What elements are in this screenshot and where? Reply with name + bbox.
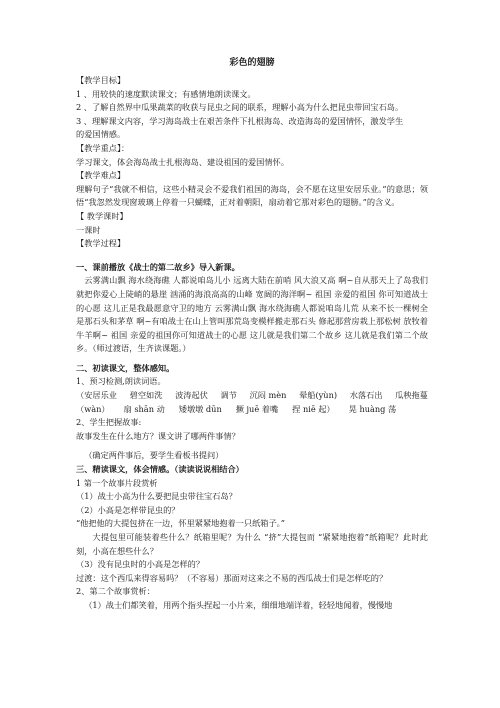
section-3-transition: 过渡：这个西瓜来得容易吗？（不容易）那面对这来之不易的西瓜战士们是怎样吃的？ bbox=[76, 572, 388, 583]
section-2-item-1: 1、预习检测,朗读词语。 bbox=[76, 376, 166, 387]
vocab-word: 矮墩墩 dūn bbox=[178, 403, 222, 414]
vocab-word: 晕船(yùn) bbox=[299, 390, 338, 401]
section-2-question: 故事发生在什么地方？课文讲了哪两件事情？ bbox=[76, 430, 240, 441]
section-2-item-2: 2、学生把握故事: bbox=[76, 417, 142, 428]
section-3-analysis: 大提包里可能装着些什么？纸箱里呢？为什么 “挤”大提包而 “紧紧地抱着”纸箱呢？此时此刻，小高在想些什么？ bbox=[76, 532, 428, 556]
vocab-word: 撅 juē 着嘴 bbox=[235, 403, 279, 414]
vocab-word: 晃 huàng 荡 bbox=[348, 403, 397, 414]
difficulty-header: 【教学难点】 bbox=[76, 170, 126, 181]
section-3-quote: “他把他的大提包挤在一边，怀里紧紧地抱着一只纸箱子。” bbox=[76, 518, 285, 529]
section-3-question-2: （2）小高是怎样带昆虫的？ bbox=[76, 504, 180, 515]
vocab-word: （安居乐业 bbox=[76, 390, 117, 401]
section-2-confirm-note: （确定两件事后，要学生看板书提问） bbox=[84, 450, 224, 461]
document-title: 彩色的翅膀 bbox=[229, 58, 275, 68]
vocabulary-row-2 bbox=[76, 403, 428, 417]
teaching-process-header: 【教学过程】 bbox=[76, 238, 126, 249]
section-1-lyrics: 云雾满山飘 海水绕海礁 人都说咱岛儿小 远离大陆在前哨 风大浪又高 啊~自从那天上了岛我们就把你爱心上陡峭的悬崖 汹涌的海浪高高的山峰 宽阔的海洋啊~ 祖国 亲爱的祖国 你可知道战士的心愿 这儿正是我最愿意守卫的地方 云雾满山飘 海水绕海礁人都说咱岛儿荒 从来不长一棵树全是那石头和茅草 啊~有咱战士在山上管叫那荒岛变模样搬走那石头 修起那营房栽上那松树 放牧着牛羊啊~ 祖国 亲爱的祖国你可知道战士的心愿 这儿就是我们第二个故乡 这儿就是我们第二个故乡。（师过渡语，生齐读课题。） bbox=[76, 275, 428, 354]
vocab-word: 沉闷 mèn bbox=[249, 390, 287, 401]
vocab-word: （wàn） bbox=[76, 403, 110, 414]
section-3-question-1: （1）战士小高为什么要把昆虫带往宝石岛？ bbox=[76, 491, 237, 502]
vocab-word: 捏 niē 起） bbox=[292, 403, 335, 414]
vocab-word: 调节 bbox=[220, 390, 237, 401]
objective-3-line-2: 的爱国情感。 bbox=[76, 129, 126, 140]
section-3-question-3: （3）没有昆虫时的小高是怎样的？ bbox=[76, 559, 205, 570]
section-2-title: 二、初读课文，整体感知。 bbox=[76, 362, 175, 373]
section-3-part-2: 2、第二个故事赏析： bbox=[76, 586, 155, 597]
objective-3-line-1: 3 、理解课文内容，学习海岛战士在艰苦条件下扎根海岛、改造海岛的爱国情怀，激发学生 bbox=[76, 115, 404, 126]
objectives-header: 【教学目标】 bbox=[76, 75, 126, 85]
class-hours-text: 一课时 bbox=[76, 224, 101, 235]
section-3-part-1: 1 第一个故事片段赏析 bbox=[76, 477, 158, 488]
objective-2: 2 、了解自然界中瓜果蔬菜的收获与昆虫之间的联系，理解小高为什么把昆虫带回宝石岛。 bbox=[76, 102, 404, 113]
key-points-header: 【教学重点】： bbox=[76, 142, 130, 153]
difficulty-text: 理解句子“我就不相信，这些小精灵会不爱我们祖国的海岛，会不愿在这里安居乐业。”的意思；领悟“我忽然发现窗玻璃上停着一只蝴蝶，正对着朝阳，扇动着它那对彩色的翅膀。”的含义。 bbox=[76, 183, 428, 208]
section-1-title: 一、课前播放《战士的第二故乡》导入新课。 bbox=[76, 261, 240, 272]
vocabulary-row-1 bbox=[76, 389, 428, 403]
vocab-word: 水落石出 bbox=[349, 390, 383, 401]
section-3-part-2-item-1: （1）战士们都笑着，用两个指头捏起一小片来，细细地端详着，轻轻地闻着，慢慢地 bbox=[84, 599, 393, 610]
vocab-word: 波涛起伏 bbox=[175, 390, 208, 401]
objective-1: 1 、用较快的速度默读课文；有感情地朗读课文。 bbox=[76, 88, 256, 99]
vocab-word: 瓜秧拖蔓 bbox=[395, 390, 428, 401]
vocab-word: 碧空如洗 bbox=[129, 390, 163, 401]
section-3-title: 三、精读课文，体会情感。（读读说说相结合） bbox=[76, 464, 244, 475]
vocab-word: 扇 shān 动 bbox=[123, 403, 165, 414]
class-hours-header: 【 教学课时】 bbox=[76, 210, 128, 221]
key-points-text: 学习课文，体会海岛战士扎根海岛、建设祖国的爱国情怀。 bbox=[76, 156, 289, 167]
